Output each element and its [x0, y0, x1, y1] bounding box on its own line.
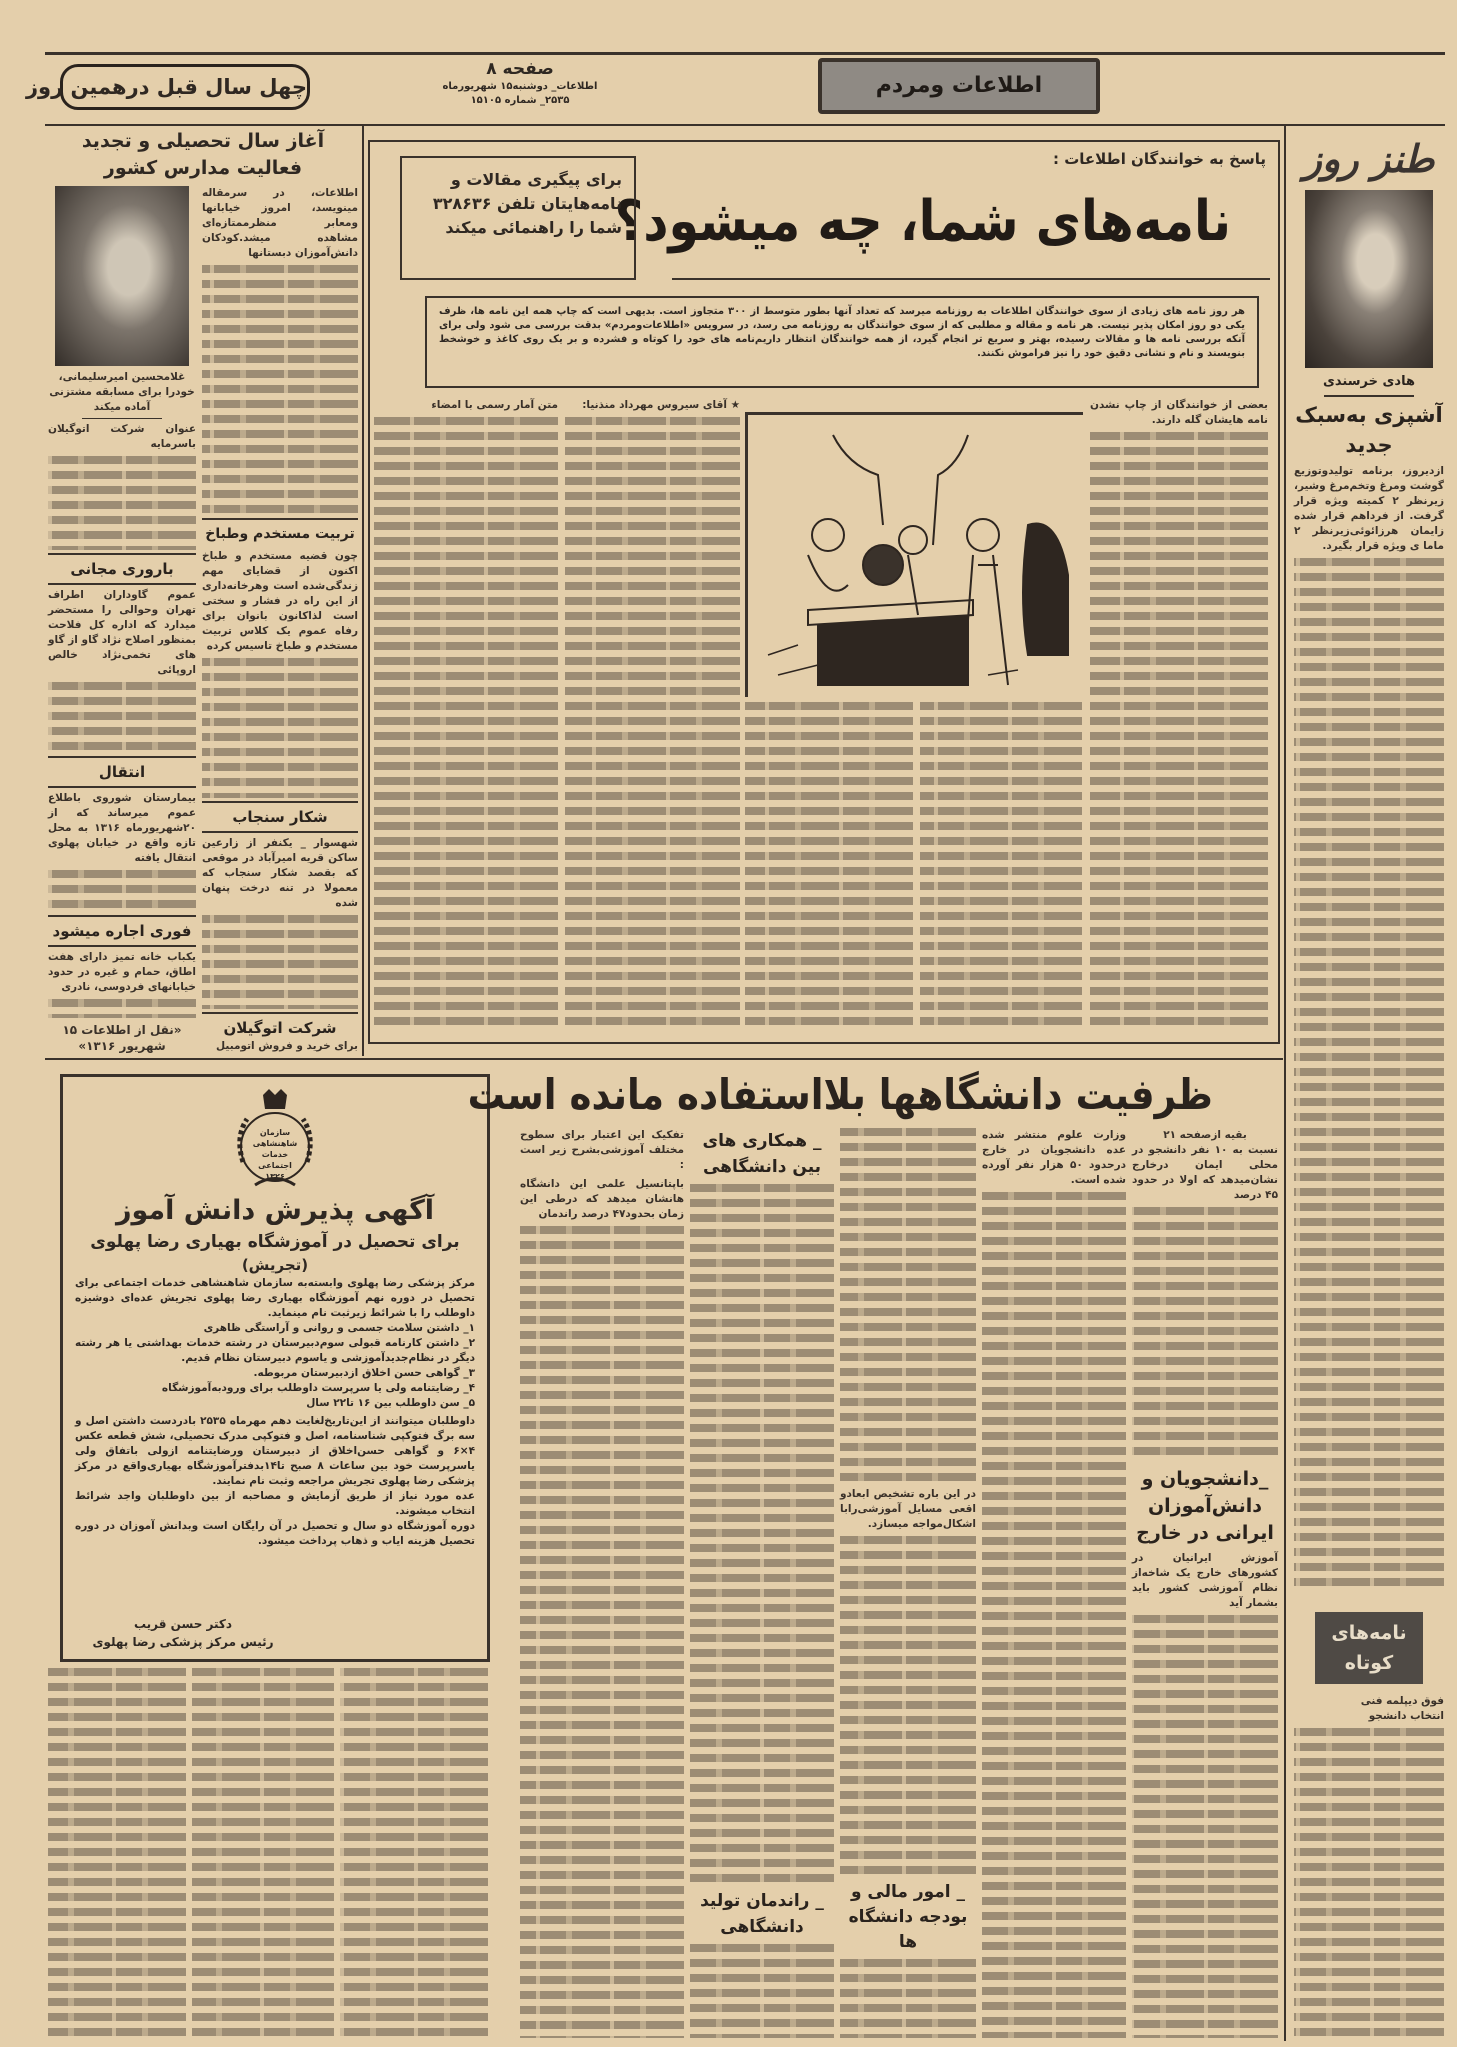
divider [48, 945, 196, 947]
advertisement-box [60, 1074, 490, 1662]
divider [48, 583, 196, 585]
article-column [840, 1128, 976, 2038]
section-body: یکباب خانه تمیز دارای هفت اطاق، حمام و غیره در حدود خیابانهای فردوسی، نادری [48, 951, 196, 994]
seal-text [245, 1127, 305, 1182]
article-column-text [48, 1668, 186, 2038]
left-column-text [48, 870, 196, 912]
column-divider [1284, 126, 1286, 2041]
ad-body [73, 1276, 477, 1549]
left-column-text [202, 915, 358, 1009]
cartoon-illustration [745, 412, 1083, 697]
section-title: فوری اجاره میشود [52, 922, 192, 941]
article-snippet: نسبت به ۱۰ نفر دانشجو در محلی ایمان درخارج نشان‌میدهد که اولا در حدود ۴۵ درصد [1132, 1144, 1278, 1201]
after-caption-text: عنوان شرکت اتوگیلان باسرمایه [48, 423, 196, 450]
short-letters-text [1294, 1728, 1444, 2038]
signer-title: رئیس مرکز پزشکی رضا پهلوی [92, 1635, 274, 1649]
right-column-lead: بعضی از خوانندگان از چاپ نشدن نامه هایشان گله دارند. [1090, 399, 1268, 426]
section-body: عموم گاوداران اطراف تهران وحوالی را مستحضر میدارد که اداره کل فلاحت بمنظور اصلاح نژاد گاو از گاو های تخمی‌نژاد خالص اروپائی [48, 589, 196, 677]
left-column-text [202, 658, 358, 798]
ad-location: (تجریش) [241, 1256, 309, 1274]
short-letter-title [1294, 1694, 1444, 1724]
article-column-text [192, 1668, 334, 2038]
phone-box: برای پیگیری مقالات و نامه‌هایتان تلفن ۳۲۸۶۳۶ شما را راهنمائی میکند [400, 156, 636, 280]
letter-text: متن آمار رسمی با امضاء [431, 399, 558, 411]
continued-label: بقیه ازصفحه ۲۱ [1163, 1129, 1247, 1141]
article-snippet: در این باره تشخیص ابعادو اقعی مسایل آموزشی‌رابا اشکال‌مواجه میسازد. [840, 1488, 976, 1530]
section-body: شهسوار _ یکنفر از زارعین ساکن قریه امیرآباد در موقعی که بقصد شکار سنجاب که معمولا در تنه درخت پنهان شده [202, 837, 358, 909]
article-column-text [565, 417, 740, 1030]
organization-seal [225, 1087, 325, 1192]
article-column-text [690, 1184, 834, 1884]
page-number: صفحه ۸ [486, 59, 554, 79]
top-rule [45, 52, 1445, 55]
ad-condition: ۳_ گواهی حسن اخلاق ازدبیرستان مربوطه. [253, 1367, 475, 1379]
ad-signature [73, 1615, 293, 1651]
divider [48, 786, 196, 788]
divider [1324, 395, 1414, 397]
article-column [690, 1128, 834, 2038]
ad-condition: ۲_ داشتن کارنامه قبولی سوم‌دبیرستان در رشته خدمات بهداشتی یا هر رشته دیگر در نظام‌جدیدآموزشی و یاسوم دبیرستان نظام قدیم. [75, 1337, 475, 1364]
satire-headline: آشپزی به‌سبک جدید [1295, 403, 1443, 457]
article-column-text [920, 702, 1082, 1032]
left-column-text [48, 456, 196, 550]
divider [202, 518, 358, 520]
boxer-photo [55, 186, 189, 366]
article-column-text [745, 702, 913, 1032]
satire-author: هادی خرسندی [1323, 374, 1415, 389]
ad-condition: ۱_ داشتن سلامت جسمی و روانی و آراستگی ظاهری [203, 1322, 475, 1334]
article-column [520, 1128, 684, 2038]
article-snippet: وزارت علوم منتشر شده عده دانشجویان در خارج درحدود ۵۰ هزار نفر آورده شده است. [982, 1129, 1126, 1186]
short-letter-heading: فوق دیپلمه فنی [1360, 1695, 1444, 1707]
section-title: باروری مجانی [70, 560, 174, 579]
subhead-students-abroad: _دانشجویان و دانش‌آموزان ایرانی در خارج [1136, 1468, 1274, 1544]
ad-intro: مرکز پزشکی رضا پهلوی وابسته‌به سازمان شاهنشاهی خدمات اجتماعی برای تحصیل در دوره نهم آموزشگاه بهیاری رضا پهلوی تجریش عده‌ای دوشیزه داوطلب را با شرائط زیرثبت نام مینماید. [75, 1277, 475, 1319]
article-column [1090, 398, 1268, 1030]
article-title: نامه‌های شما، چه میشود؟ [614, 189, 1232, 254]
satire-body: ازدیروز، برنامه تولیدوتوزیع گوشت ومرغ وتخم‌مرغ وشیر، زیرنظر ۲ کمیته ویژه قرار گرفت. از فرداهم قرار شده زایمان هرزائوئی‌زیرنظر ۲ ماما ی ویژه قرار بگیرد. [1294, 465, 1444, 552]
article-column [565, 398, 740, 1030]
divider [82, 418, 162, 419]
article-column [374, 398, 558, 1030]
author-photo [1305, 190, 1433, 368]
left-column-b [202, 186, 358, 1054]
section-title: تربیت مستخدم وطباخ [205, 526, 355, 542]
seal-line: سازمان شاهنشاهی [252, 1128, 298, 1148]
section-title: شکار سنجاب [232, 808, 328, 826]
article-column-text [1132, 1207, 1278, 1462]
left-headline: آغاز سال تحصیلی و تجدید فعالیت مدارس کشور [81, 130, 325, 179]
issue-date: اطلاعات_ دوشنبه۱۵ شهریورماه [442, 81, 598, 92]
short-letters-column [1294, 1612, 1444, 2038]
divider [202, 831, 358, 833]
letter-author: ★ آقای سیروس مهرداد منذنیا: [582, 399, 740, 411]
column-divider [362, 126, 364, 1056]
article-column-text [982, 1192, 1126, 2038]
header-rule [45, 124, 1445, 126]
article-column-text [1090, 432, 1268, 1030]
intro-box: هر روز نامه های زیادی از سوی خوانندگان اطلاعات به روزنامه میرسد که تعداد آنها بطور متوسط از ۳۰۰ متجاوز است. بدیهی است که چاپ همه این نامه ها، ظرف یکی دو روز امکان پذیر نیست. هر نامه و مقاله و مطلبی که از سوی خوانندگان به روزنامه می رسد، در سرویس «اطلاعات‌ومردم» بدقت بررسی می شود ولی برای آنکه بررسی نامه ها و مقالات رسیده، بهتر و سریع تر انجام گیرد، از همه خوانندگان انتظار داریم‌نامه های خود را کوتاه و فشرده و بر یک روی کاغذ و خوشخط بنویسند و نام و نشانی دقیق خود را نیز فراموش نکنند. [425, 296, 1259, 388]
forty-years-box: چهل سال قبل درهمین روز [60, 64, 310, 110]
article-column-text [340, 1668, 488, 2038]
divider [48, 756, 196, 758]
short-letter-subheading: انتخاب دانشجو [1368, 1710, 1444, 1722]
article-column-text [1132, 1615, 1278, 2038]
left-column-text [48, 682, 196, 753]
ad-title: آگهی پذیرش دانش آموز [115, 1195, 435, 1226]
section-body: بیمارستان شوروی باطلاع عموم میرساند که از ۲۰شهریورماه ۱۳۱۶ به محل تازه واقع در خیابان پهلوی انتقال یافته [48, 791, 196, 864]
section-title-box: اطلاعات ومردم [818, 58, 1100, 114]
ad-free-note: دوره آموزشگاه دو سال و تحصیل در آن رایگان است وبدانش آموزان در دوره تحصیل هزینه ایاب و ذهاب پرداخت میشود. [75, 1520, 475, 1547]
cartoon-drawing [748, 415, 1083, 697]
short-letters-box: نامه‌های کوتاه [1315, 1612, 1423, 1684]
section-body: چون قضیه مستخدم و طباخ اکنون از قضایای مهم زندگی‌شده است وهرخانه‌داری از این راه در فشار و سختی است لذاکانون بانوان برای رفاه عموم یک کلاس تربیت مستخدم و طباخ تاسیس کرده [202, 550, 358, 652]
satire-column [1294, 132, 1444, 1590]
subhead-finance: _ امور مالی و بودجه دانشگاه ها [848, 1882, 968, 1952]
subhead-productivity: _ راندمان تولید دانشگاهی [700, 1891, 824, 1937]
left-column-a [48, 186, 196, 1054]
article-column-text [374, 417, 558, 1030]
university-headline: ظرفیت دانشگاهها بلااستفاده مانده است [467, 1070, 1213, 1119]
divider [202, 801, 358, 803]
seal-line: خدمات اجتماعی [258, 1150, 292, 1170]
satire-logo: طنز روز [1303, 137, 1435, 181]
ad-selection: عده مورد نیاز از طریق آزمایش و مصاحبه از بین داوطلبان واجد شرائط انتخاب میشوند. [75, 1490, 475, 1517]
article-column [982, 1128, 1126, 2038]
ad-condition: ۵_ سن داوطلب بین ۱۶ تا۲۲ سال [306, 1397, 475, 1409]
satire-body-text [1294, 558, 1444, 1590]
divider [48, 553, 196, 555]
left-column-text [48, 999, 196, 1018]
fold-rule [45, 1058, 1283, 1060]
section-title: انتقال [98, 762, 146, 781]
ad-spacer [73, 1549, 477, 1615]
issue-number: ۲۵۳۵_ شماره ۱۵۱۰۵ [470, 95, 570, 106]
subhead-cooperation: _ همکاری های بین دانشگاهی [702, 1131, 822, 1177]
left-column-text [202, 265, 358, 515]
divider [202, 1012, 358, 1014]
section-title: شرکت اتوگیلان [223, 1019, 337, 1037]
article-snippet: باپتانسیل علمی این دانشگاه هانشان میدهد که درطی این زمان بحدود۴۷ درصد راندمان [520, 1178, 684, 1220]
article-column-text [520, 1226, 684, 2038]
ad-registration: داوطلبان میتوانند از این‌تاریخ‌لغایت دهم مهرماه ۲۵۳۵ بادردست داشتن اصل و سه برگ فتوکپی شناسنامه، اصل و فتوکپی مدرک تحصیلی، شش قطعه عکس ۴×۶ و گواهی حسن‌اخلاق از دبیرستان ورضایتنامه ازولی باتفاق ولی یاسرپرست خود بین ساعات ۸ صبح تا۱۴بدفترآموزشگاه بهیاری‌واقع در مرکز پزشکی رضا پهلوی تجریش مراجعه وثبت نام نمایند. [75, 1415, 475, 1487]
article-column-text [840, 1536, 976, 1876]
article-column-text [690, 1944, 834, 2038]
divider [672, 278, 1270, 280]
ad-subtitle: برای تحصیل در آموزشگاه بهیاری رضا پهلوی [90, 1232, 460, 1252]
article-column [1132, 1128, 1278, 2038]
source-note: «نقل از اطلاعات ۱۵ شهریور ۱۳۱۶» [62, 1023, 182, 1053]
ad-condition: ۴_ رضایتنامه ولی یا سرپرست داوطلب برای ورودبه‌آموزشگاه [161, 1382, 475, 1394]
article-column-text [840, 1959, 976, 2038]
article-column-text [840, 1128, 976, 1483]
photo-caption: غلامحسین امیرسلیمانی، خودرا برای مسابقه مشتزنی آماده میکند [49, 371, 195, 413]
article-snippet: تفکیک این اعتبار برای سطوح مختلف آموزشی‌بشرح زیر است : [520, 1129, 684, 1171]
page-info [430, 58, 610, 108]
article-kicker: پاسخ به خوانندگان اطلاعات : [1053, 150, 1266, 168]
article-snippet: آموزش ایرانیان در کشورهای خارج یک شاخه‌از نظام آموزشی کشور باید بشمار آید [1132, 1552, 1278, 1609]
seal-year: ۱۳۲۶ [265, 1172, 285, 1181]
divider [48, 915, 196, 917]
section-body: برای خرید و فروش اتومبیل [216, 1040, 358, 1052]
signer-name: دکتر حسن قریب [133, 1617, 233, 1631]
left-lead: اطلاعات، در سرمقاله مینویسد، امروز خیابانها ومعابر منظرممتازه‌ای مشاهده میشد.کودکان دانش‌آموزان دبستانها [202, 187, 358, 259]
